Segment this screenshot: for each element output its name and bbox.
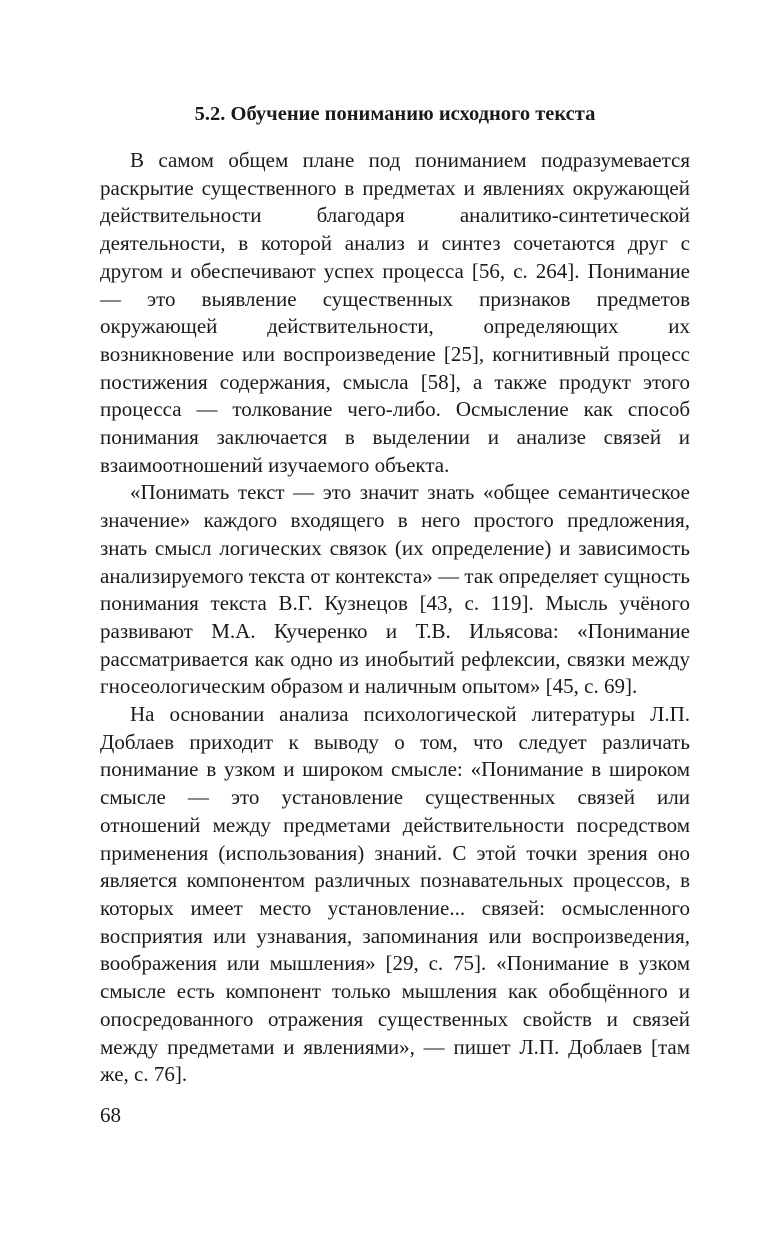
paragraph-kuznetsov-quote: «Понимать текст — это значит знать «общее семантическое значение» каждого входящего в него простого предложения, знать смысл логических связок (их определение) и зависимость анализируемого текста от контекста» — так определяет сущность понимания текста В.Г. Кузнецов [43, с. 119]. Мысль учёного развивают М.А. Кучеренко и Т.В. Ильясова: «Понимание рассматривается как одно из инобытий рефлексии, связки между гносеологическим образом и наличным опытом» [45, с. 69].: [100, 480, 690, 699]
page-number: 68: [100, 1103, 121, 1127]
paragraph-understanding-definition: В самом общем плане под пониманием подразумевается раскрытие существенного в предметах и явлениях окружающей действительности благодаря аналитико-синтетической деятельности, в которой анализ и синтез сочетаются друг с другом и обеспечивают успех процесса [56, с. 264]. Понимание — это выявление существенных признаков предметов окружающей действительности, определяющих их возникновение или воспроизведение [25], когнитивный процесс постижения содержания, смысла [58], а также продукт этого процесса — толкование чего-либо. Осмысление как способ понимания заключается в выделении и анализе связей и взаимоотношений изучаемого объекта.: [100, 148, 690, 477]
section-heading: 5.2. Обучение пониманию исходного текста: [194, 103, 596, 125]
body-text: [100, 147, 690, 1089]
paragraph-doblaev-quote: На основании анализа психологической литературы Л.П. Доблаев приходит к выводу о том, что следует различать понимание в узком и широком смысле: «Понимание в широком смысле — это установление существенных связей или отношений между предметами действительности посредством применения (использования) знаний. С этой точки зрения оно является компонентом различных познавательных процессов, в которых имеет место установление... связей: осмысленного восприятия или узнавания, запоминания или воспроизведения, воображения или мышления» [29, с. 75]. «Понимание в узком смысле есть компонент только мышления как обобщённого и опосредованного отражения существенных свойств и связей между предметами и явлениями», — пишет Л.П. Доблаев [там же, с. 76].: [100, 702, 690, 1087]
